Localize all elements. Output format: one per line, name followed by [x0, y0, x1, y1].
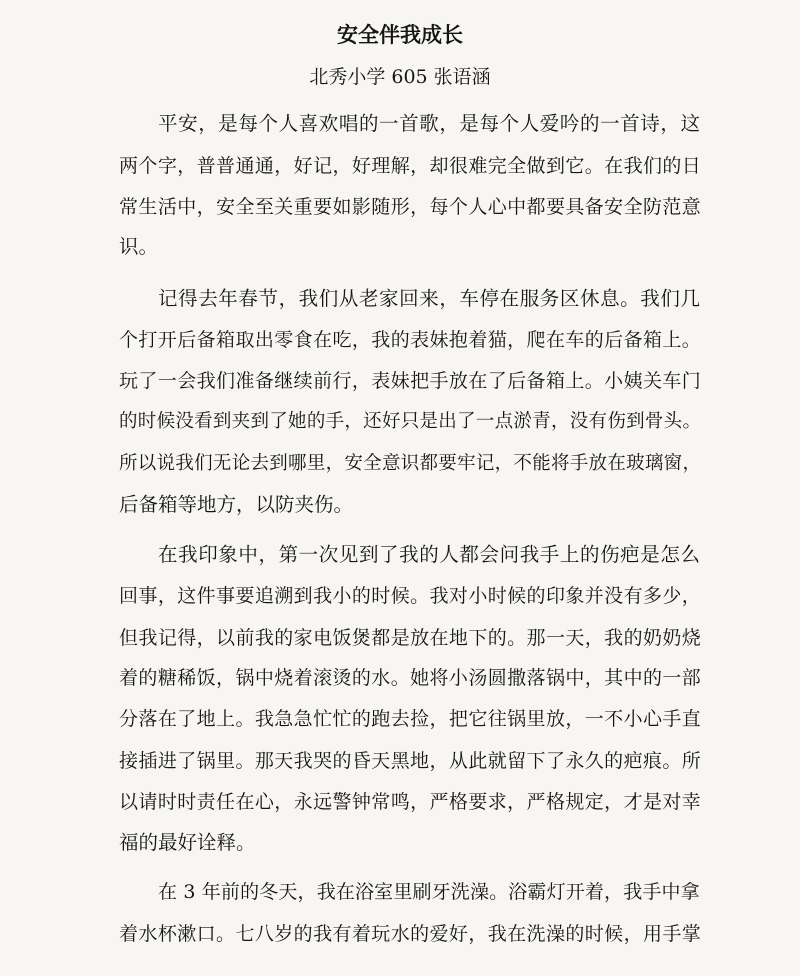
text-line: 识。 [119, 235, 159, 258]
text-line: 记 得 去 年 春 节 ， 我 们 从 老 家 回 来 ， 车 停 在 服 务 区 休 息 。 我 们 几 [158, 287, 700, 310]
text-line: 的 时 候 没 看 到 夹 到 了 她 的 手 ， 还 好 只 是 出 了 一 点 淤 青 ， 没 有 伤 到 骨 头 。 [119, 411, 701, 432]
text-line: 平 安 ， 是 每 个 人 喜 欢 唱 的 一 首 歌 ， 是 每 个 人 爱 吟 的 一 首 诗 ， 这 [158, 112, 700, 135]
text-line: 但 我 记 得 ， 以 前 我 的 家 电 饭 煲 都 是 放 在 地 下 的 。 那 一 天 ， 我 的 奶 奶 烧 [119, 627, 701, 649]
text-line: 后备箱等地方，以防夹伤。 [119, 493, 354, 516]
text-line: 所 以 说 我 们 无 论 去 到 哪 里 ， 安 全 意 识 都 要 牢 记 ， 不 能 将 手 放 在 玻 璃 窗 ， [119, 453, 701, 474]
text-line: 在 3 年 前 的 冬 天 ， 我 在 浴 室 里 刷 牙 洗 澡 。 浴 霸 灯 开 着 ， 我 手 中 拿 [158, 881, 700, 903]
text-line: 着 的 糖 稀 饭 ， 锅 中 烧 着 滚 烫 的 水 。 她 将 小 汤 圆 撒 落 锅 中 ， 其 中 的 一 部 [119, 667, 701, 689]
text-line: 回 事 ， 这 件 事 要 追 溯 到 我 小 的 时 候 。 我 对 小 时 候 的 印 象 并 没 有 多 少 ， [119, 585, 701, 607]
text-line: 福的最好诠释。 [119, 831, 256, 854]
text-line: 在 我 印 象 中 ， 第 一 次 见 到 了 我 的 人 都 会 问 我 手 上 的 伤 疤 是 怎 么 [158, 543, 700, 566]
text-line: 分 落 在 了 地 上 。 我 急 急 忙 忙 的 跑 去 捡 ， 把 它 往 锅 里 放 ， 一 不 小 心 手 直 [119, 708, 701, 730]
text-line: 常 生 活 中 ， 安 全 至 关 重 要 如 影 随 形 ， 每 个 人 心 中 都 要 具 备 安 全 防 范 意 [119, 196, 701, 218]
essay-title: 安全伴我成长 [337, 23, 463, 47]
text-line: 接 插 进 了 锅 里 。 那 天 我 哭 的 昏 天 黑 地 ， 从 此 就 留 下 了 永 久 的 疤 痕 。 所 [119, 750, 701, 772]
text-line: 两 个 字 ， 普 普 通 通 ， 好 记 ， 好 理 解 ， 却 很 难 完 全 做 到 它 。 在 我 们 的 日 [119, 155, 701, 177]
text-line: 玩 了 一 会 我 们 准 备 继 续 前 行 ， 表 妹 把 手 放 在 了 后 备 箱 上 。 小 姨 关 车 门 [119, 370, 701, 392]
text-line: 以 请 时 时 责 任 在 心 ， 永 远 警 钟 常 鸣 ， 严 格 要 求 ， 严 格 规 定 ， 才 是 对 幸 [119, 791, 701, 813]
text-line: 个 打 开 后 备 箱 取 出 零 食 在 吃 ， 我 的 表 妹 抱 着 猫 ， 爬 在 车 的 后 备 箱 上 。 [119, 329, 701, 351]
text-line: 着 水 杯 漱 口 。 七 八 岁 的 我 有 着 玩 水 的 爱 好 ， 我 在 洗 澡 的 时 候 ， 用 手 掌 [119, 923, 701, 945]
author-byline: 北秀小学 605 张语涵 [309, 66, 491, 88]
